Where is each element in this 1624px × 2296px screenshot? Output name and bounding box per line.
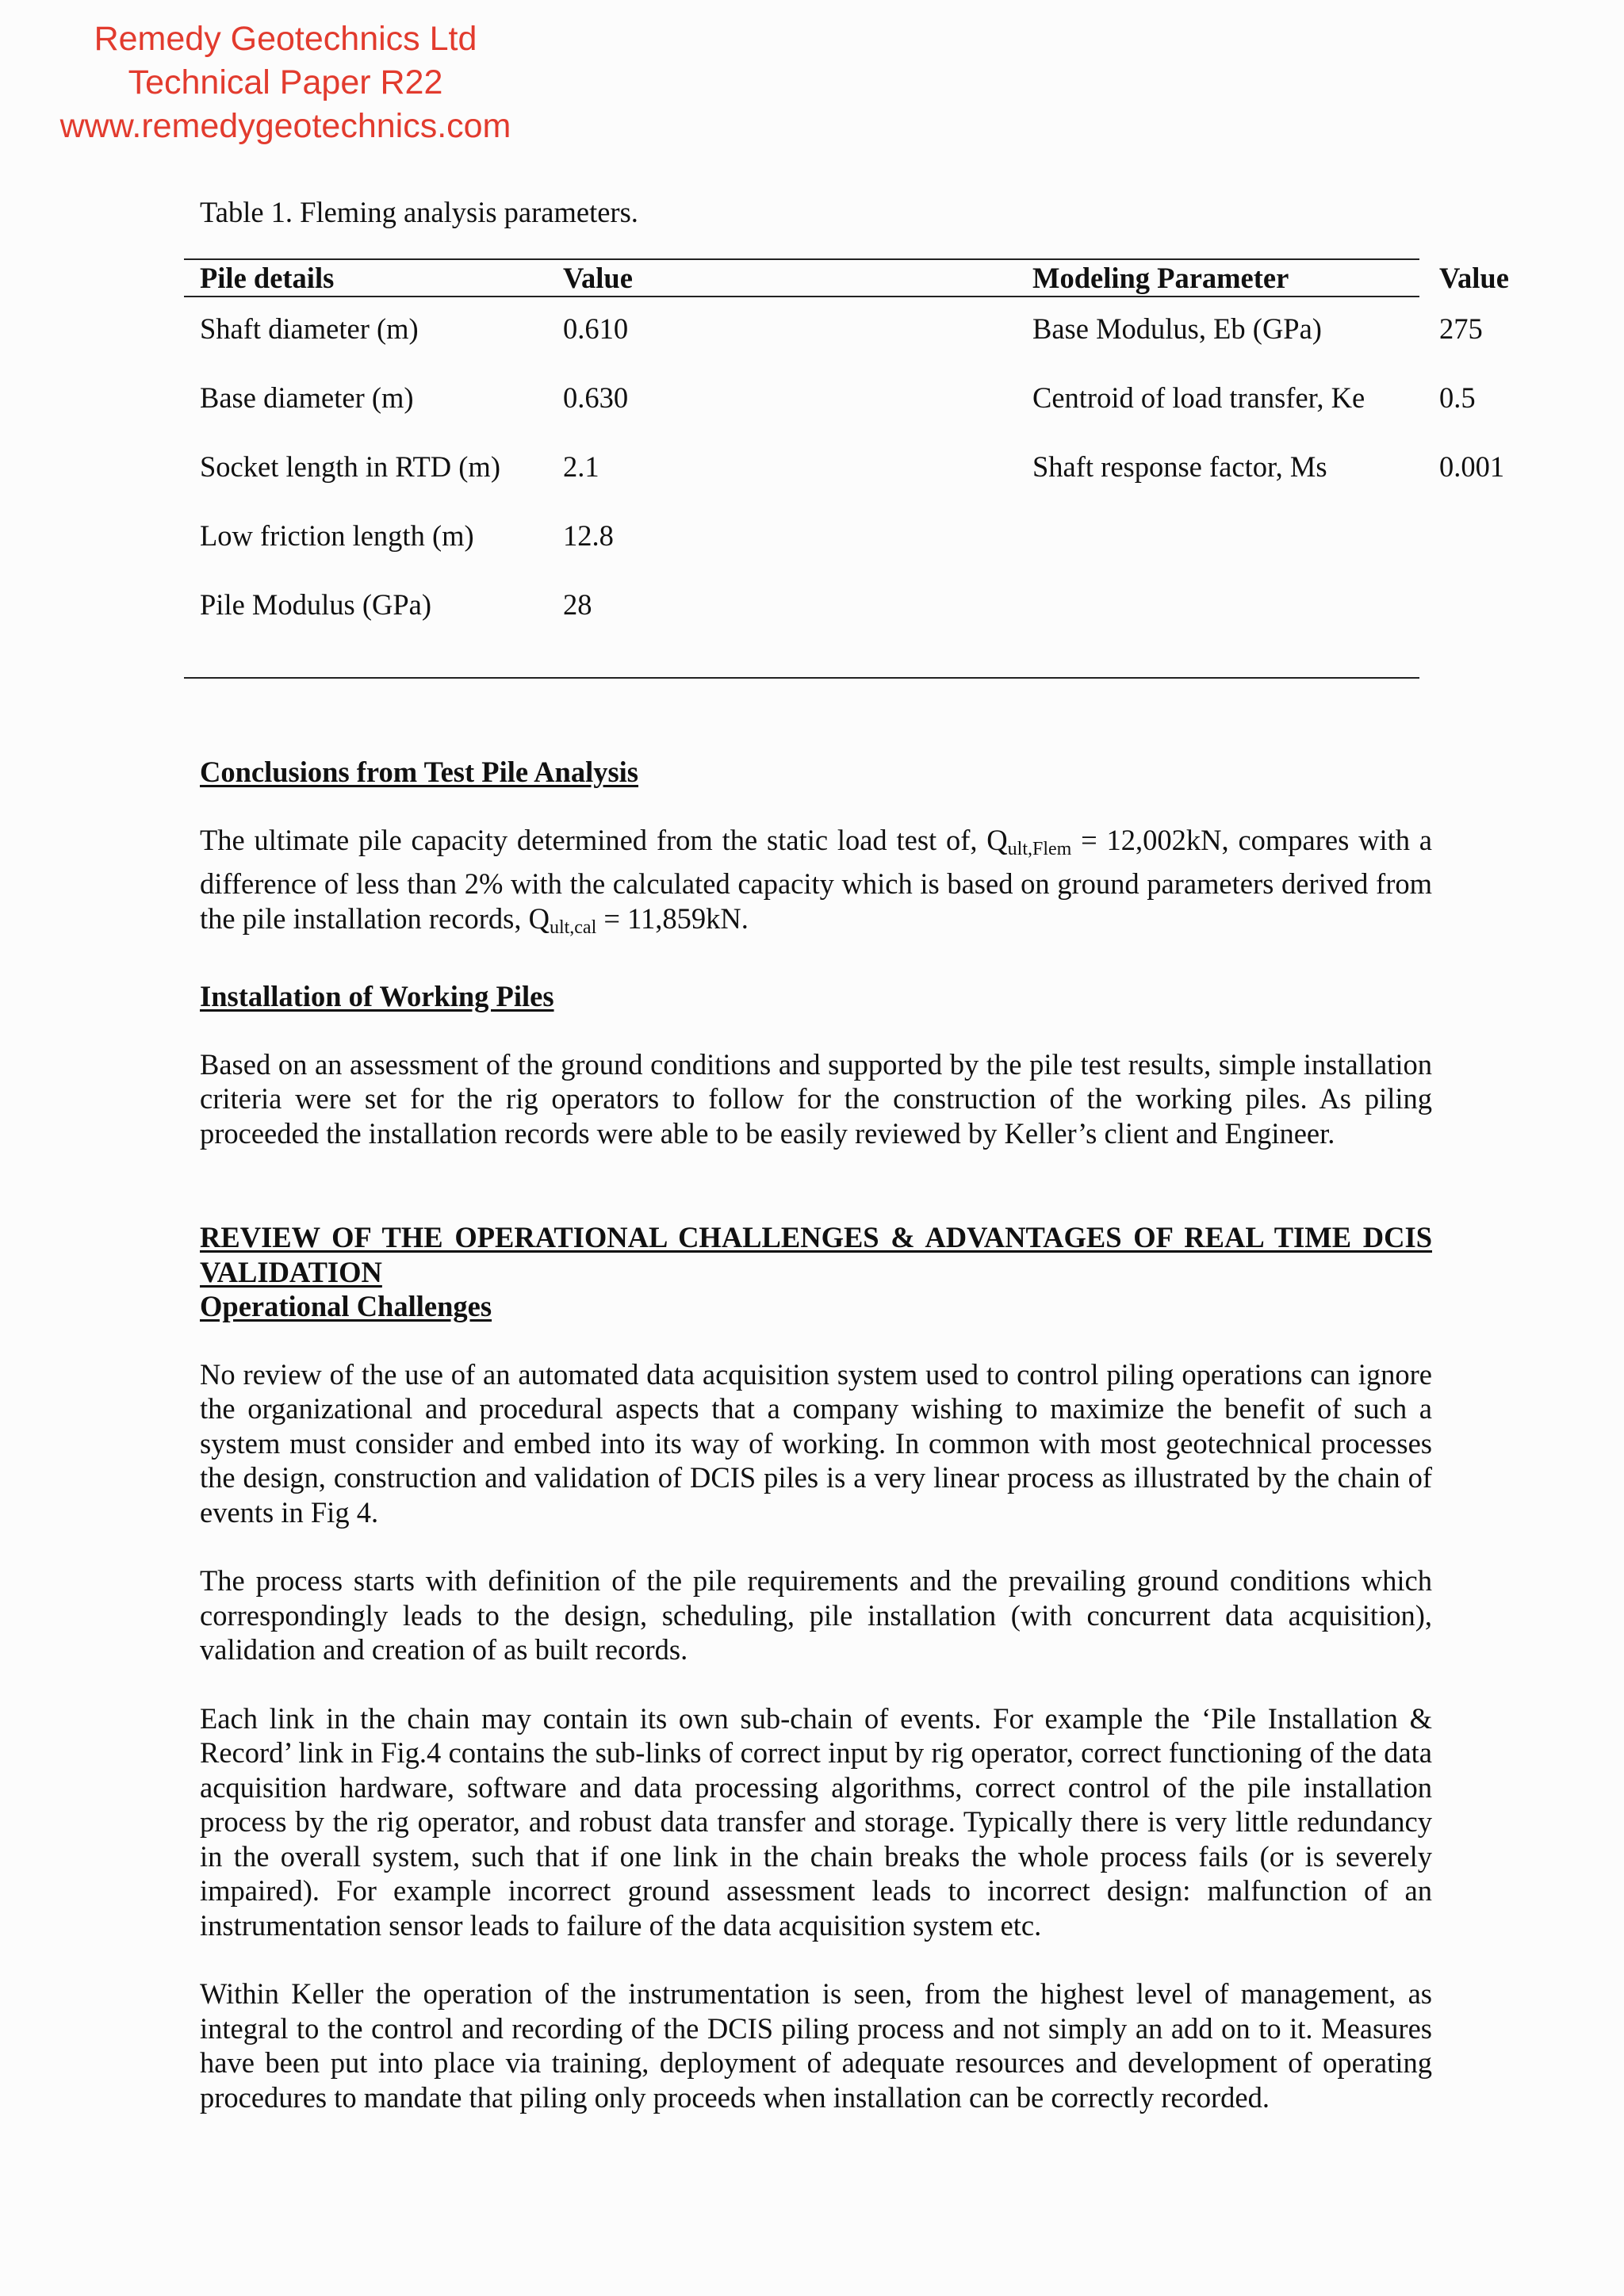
table-cell: Shaft diameter (m) <box>200 312 419 345</box>
table-cell: 0.001 <box>1439 450 1505 483</box>
review-paragraph: Each link in the chain may contain its own sub-chain of events. For example the ‘Pile Installation & Record’ link in Fig.4 contains the sub-links of correct input by rig operator, correct functioning of the data acquisition hardware, software and data processing algorithms, correct control of the pile installation process by the rig operator, and robust data transfer and storage. Typically there is very little redundancy in the overall system, such that if one link in the chain breaks the whole process fails (or is severely impaired). For example incorrect ground assessment leads to incorrect design: malfunction of an instrumentation sensor leads to failure of the data acquisition system etc. <box>200 1701 1432 1942</box>
table-cell: 0.5 <box>1439 381 1476 414</box>
watermark-header <box>32 17 539 148</box>
operational-challenges-heading: Operational Challenges <box>200 1290 492 1322</box>
conclusions-text-part: = 11,859kN. <box>596 901 749 935</box>
table-row <box>184 519 1419 587</box>
table-caption: Table 1. Fleming analysis parameters. <box>200 196 638 228</box>
table-cell: 0.630 <box>563 381 629 414</box>
installation-paragraph: Based on an assessment of the ground conditions and supported by the pile test results, simple installation criteria were set for the rig operators to follow for the construction of the working piles. As piling proceeded the installation records were able to be easily reviewed by Keller’s client and Engineer. <box>200 1047 1432 1150</box>
header-value: Value <box>1439 262 1509 294</box>
table-row <box>184 312 1483 381</box>
parameters-table <box>184 258 1509 679</box>
table-body <box>184 297 1505 656</box>
header-value: Value <box>563 262 633 294</box>
conclusions-paragraph <box>200 823 1432 946</box>
table-cell: Centroid of load transfer, Ke <box>1032 381 1365 414</box>
table-row <box>184 381 1476 450</box>
table-cell: Socket length in RTD (m) <box>200 450 500 483</box>
watermark-paper-id: Technical Paper R22 <box>128 63 443 101</box>
table-row <box>184 450 1505 519</box>
table-row <box>184 587 1419 656</box>
table-cell: 28 <box>563 588 592 621</box>
review-paragraph: The process starts with definition of the pile requirements and the prevailing ground conditions which correspondingly leads to the design, scheduling, pile installation (with concurrent data acquisition), validation and creation of as built records. <box>200 1564 1432 1666</box>
q-ult-cal-subscript: ult,cal <box>549 916 597 938</box>
table-cell: 275 <box>1439 312 1483 345</box>
table-cell: Low friction length (m) <box>200 519 474 552</box>
q-ult-flem-subscript: ult,Flem <box>1007 838 1072 859</box>
table-cell: 2.1 <box>563 450 599 483</box>
conclusions-text-part: The ultimate pile capacity determined from the static load test of, Q <box>200 823 1008 856</box>
conclusions-heading: Conclusions from Test Pile Analysis <box>200 756 639 788</box>
table-cell: 0.610 <box>563 312 629 345</box>
page-body <box>200 195 1509 2114</box>
table-cell: Base diameter (m) <box>200 381 414 414</box>
review-paragraph: Within Keller the operation of the instrumentation is seen, from the highest level of management, as integral to the control and recording of the DCIS piling process and not simply an add on to it. Measures have been put into place via training, deployment of adequate resources and development of operating procedures to mandate that piling only proceeds when installation can be correctly recorded. <box>200 1977 1432 2114</box>
table-cell: 12.8 <box>563 519 614 552</box>
review-heading: REVIEW OF THE OPERATIONAL CHALLENGES & ADVANTAGES OF REAL TIME DCIS VALIDATION <box>200 1221 1432 1288</box>
table-cell: Base Modulus, Eb (GPa) <box>1032 312 1322 345</box>
table-header-row <box>184 260 1509 297</box>
review-paragraph: No review of the use of an automated data acquisition system used to control piling operations can ignore the organizational and procedural aspects that a company wishing to maximize the benefit of such a system must consider and embed into its way of working. In common with most geotechnical processes the design, construction and validation of DCIS piles is a very linear process as illustrated by the chain of events in Fig 4. <box>200 1357 1432 1529</box>
table-cell: Shaft response factor, Ms <box>1032 450 1327 483</box>
header-pile-details: Pile details <box>200 262 335 294</box>
watermark-company: Remedy Geotechnics Ltd <box>94 20 477 58</box>
installation-heading: Installation of Working Piles <box>200 980 554 1012</box>
table-cell: Pile Modulus (GPa) <box>200 588 431 621</box>
header-modeling-parameter: Modeling Parameter <box>1032 262 1289 294</box>
watermark-url: www.remedygeotechnics.com <box>59 107 511 145</box>
conclusions-text-part: = 12,002kN, compares with a difference of less than 2% with the calculated capacity which is based on ground parameters derived from the pile installation records, Q <box>200 823 1432 935</box>
